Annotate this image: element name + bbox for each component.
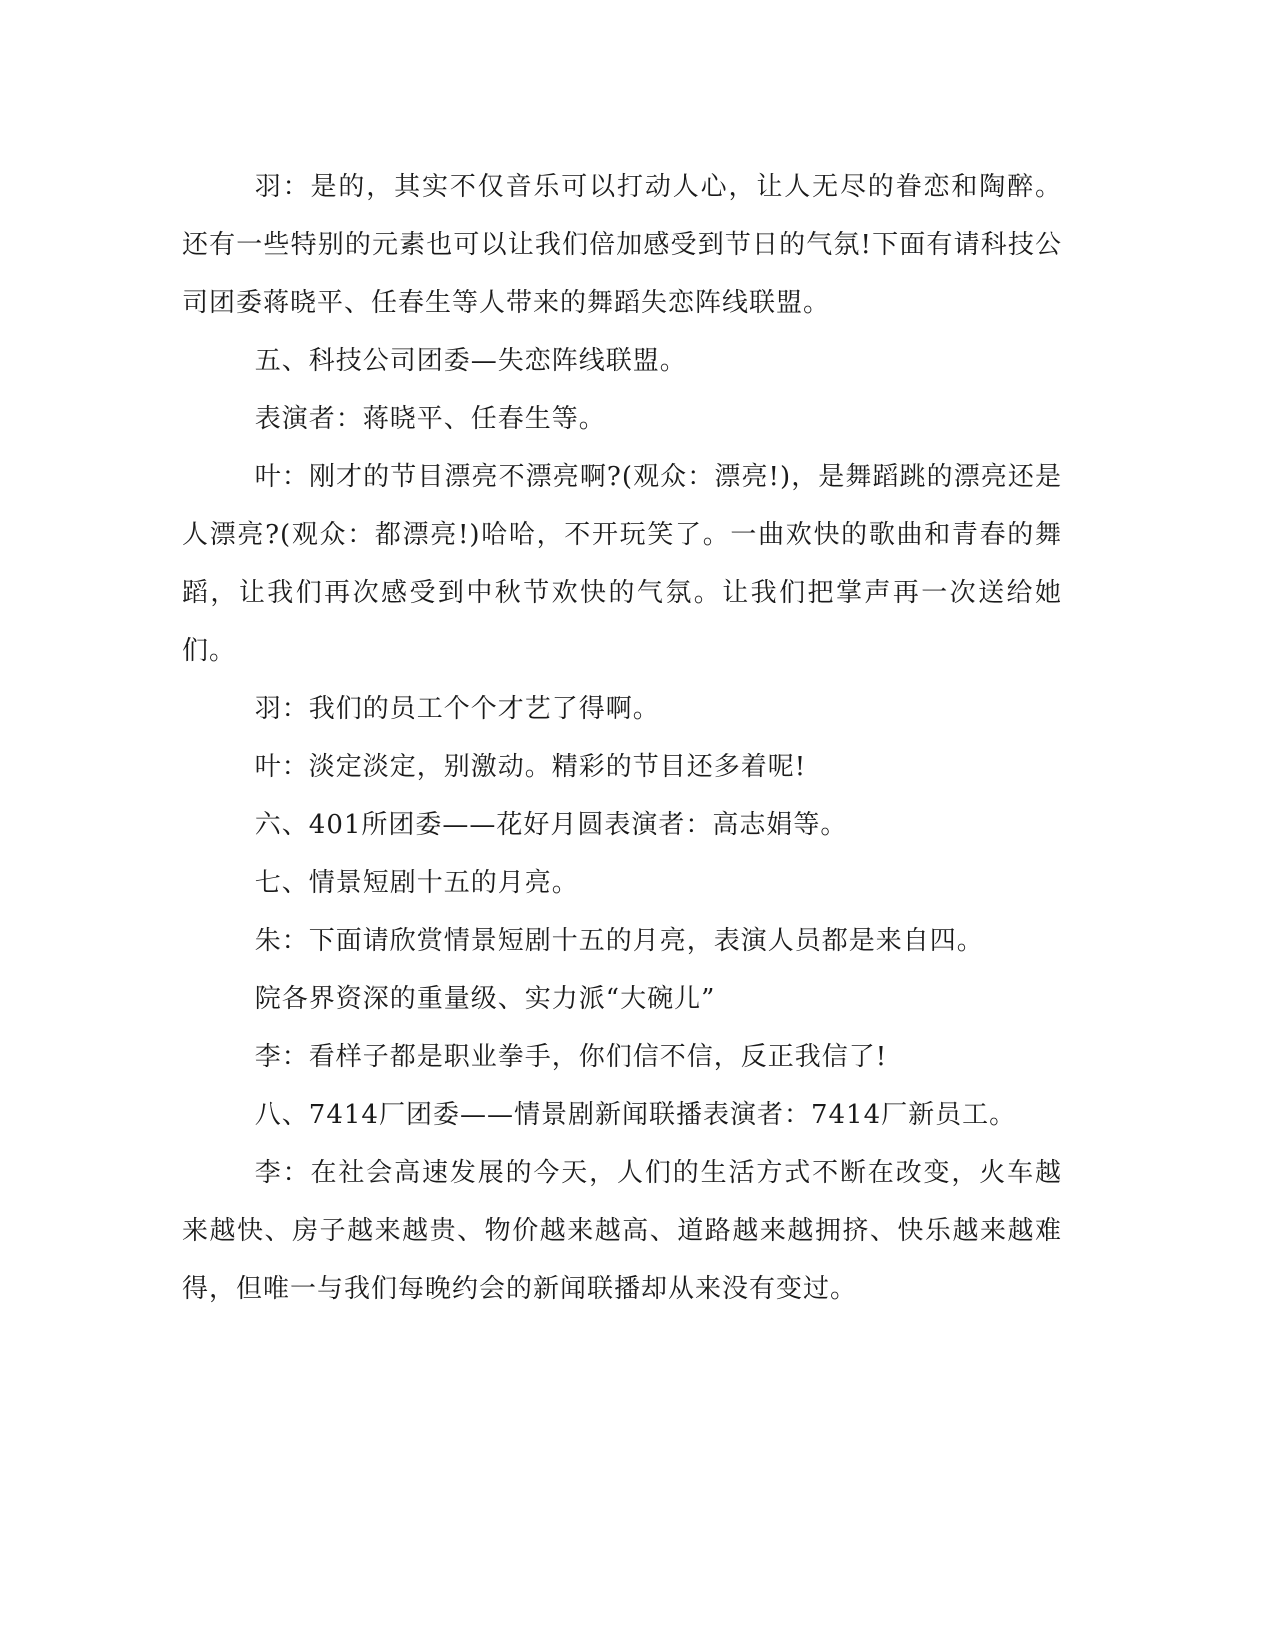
paragraph-yu-intro: 羽：是的，其实不仅音乐可以打动人心，让人无尽的眷恋和陶醉。还有一些特别的元素也可以让我们倍加感受到节日的气氛!下面有请科技公司团委蒋晓平、任春生等人带来的舞蹈失恋阵线联盟。 xyxy=(182,172,1062,318)
paragraph-zhu-continued: 院各界资深的重量级、实力派“大碗儿” xyxy=(254,984,716,1014)
paragraph-li-intro: 李：在社会高速发展的今天，人们的生活方式不断在改变，火车越来越快、房子越来越贵、物价越来越高、道路越来越拥挤、快乐越来越难得，但唯一与我们每晚约会的新闻联播却从来没有变过。 xyxy=(182,1158,1062,1304)
paragraph-zhu-intro: 朱：下面请欣赏情景短剧十五的月亮，表演人员都是来自四。 xyxy=(254,926,984,956)
paragraph-program-7: 七、情景短剧十五的月亮。 xyxy=(254,868,579,898)
paragraph-performers-5: 表演者：蒋晓平、任春生等。 xyxy=(254,404,606,434)
paragraph-yu-remark: 羽：我们的员工个个才艺了得啊。 xyxy=(254,694,660,724)
document-body xyxy=(182,158,1062,1318)
paragraph-ye-remark: 叶：淡定淡定，别激动。精彩的节目还多着呢! xyxy=(254,752,807,782)
paragraph-program-5: 五、科技公司团委—失恋阵线联盟。 xyxy=(254,346,687,376)
paragraph-li-remark: 李：看样子都是职业拳手，你们信不信，反正我信了! xyxy=(254,1042,888,1072)
paragraph-program-6: 六、401所团委——花好月圆表演者：高志娟等。 xyxy=(254,810,848,840)
paragraph-ye-comment: 叶：刚才的节目漂亮不漂亮啊?(观众：漂亮!)，是舞蹈跳的漂亮还是人漂亮?(观众：都漂亮!)哈哈，不开玩笑了。一曲欢快的歌曲和青春的舞蹈，让我们再次感受到中秋节欢快的气氛。让我们把掌声再一次送给她们。 xyxy=(182,462,1062,666)
paragraph-program-8: 八、7414厂团委——情景剧新闻联播表演者：7414厂新员工。 xyxy=(254,1100,1017,1130)
